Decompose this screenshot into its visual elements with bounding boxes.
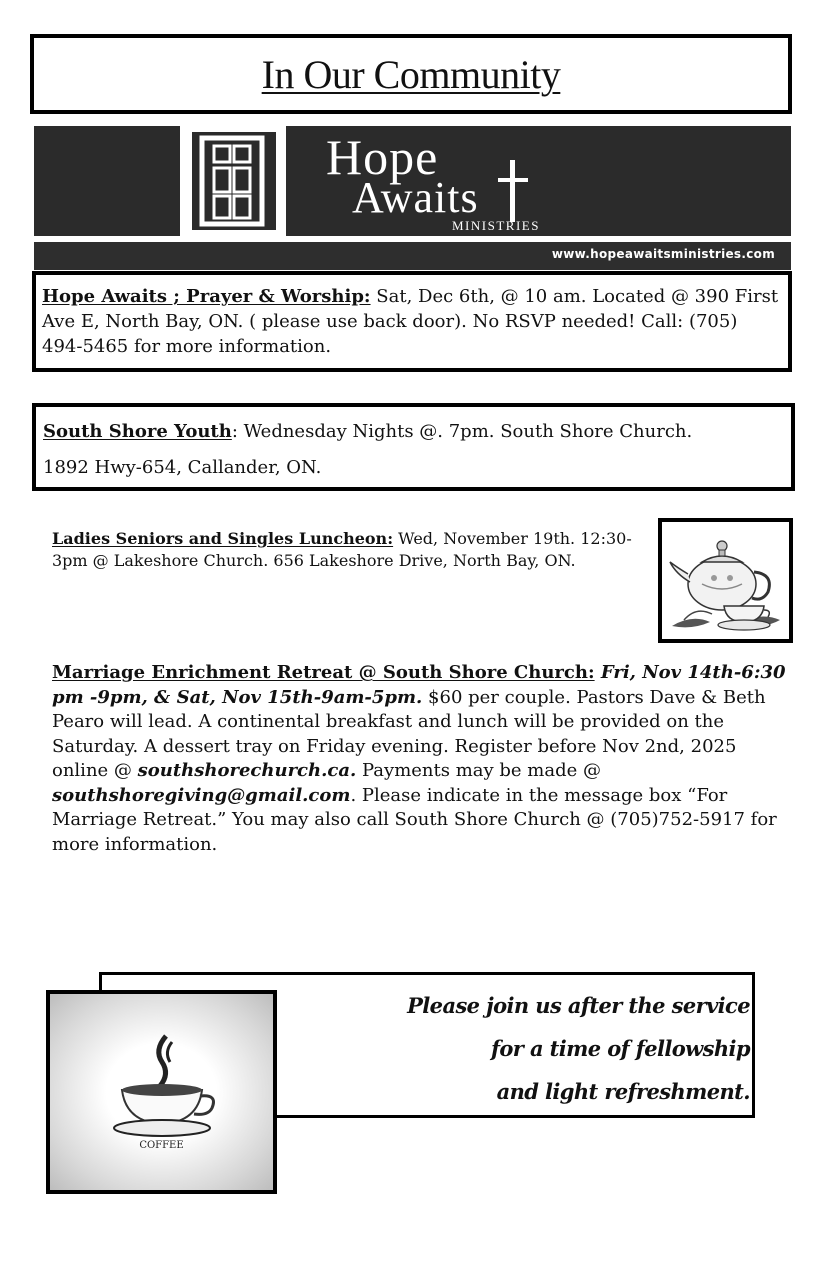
- fellowship-line: for a time of fellowship: [490, 1036, 750, 1061]
- event-heading: Marriage Enrichment Retreat @ South Shore Church:: [52, 662, 595, 683]
- banner-url-strip: [34, 242, 791, 270]
- event-body: Sat, Dec 6th, @ 10 am. Located @ 390 First Ave E, North Bay, ON. ( please use back door). No RSVP needed! Call: (705) 494-5465 for more information.: [42, 286, 779, 357]
- event-body: . Please indicate in the message box “For Marriage Retreat.” You may also call South Shore Church @ (705)752-5917 for more information.: [52, 784, 777, 855]
- event-ladies-luncheon: [52, 528, 642, 572]
- event-website-link[interactable]: southshorechurch.ca.: [137, 760, 357, 781]
- event-marriage-retreat: [52, 661, 797, 857]
- event-heading: Hope Awaits ; Prayer & Worship:: [42, 286, 371, 307]
- coffee-cup-icon: [50, 994, 273, 1190]
- fellowship-line: and light refreshment.: [496, 1079, 750, 1104]
- event-south-shore-youth: [32, 403, 795, 491]
- event-body: Wed, November 19th. 12:30-3pm @ Lakeshore Church. 656 Lakeshore Drive, North Bay, ON.: [52, 529, 632, 570]
- logo-awaits-text: Awaits: [352, 173, 479, 222]
- fellowship-message: [380, 984, 750, 1113]
- coffee-label: COFFEE: [139, 1140, 184, 1151]
- event-body: : Wednesday Nights @. 7pm. South Shore Church.: [231, 421, 693, 442]
- event-heading: South Shore Youth: [43, 421, 232, 442]
- event-address: 1892 Hwy-654, Callander, ON.: [43, 457, 322, 478]
- teapot-icon: [662, 522, 789, 639]
- cross-icon: [498, 160, 528, 222]
- page-title: In Our Community: [261, 51, 561, 97]
- door-icon: [192, 132, 276, 230]
- banner-url: www.hopeawaitsministries.com: [551, 247, 775, 261]
- teapot-image: [658, 518, 793, 643]
- event-body: Payments may be made @: [356, 760, 601, 781]
- event-hope-awaits: [32, 271, 792, 372]
- title-box: [30, 34, 792, 114]
- event-dates: Fri, Nov 14th-6:30 pm -9pm, & Sat, Nov 15th-9am-5pm.: [52, 662, 786, 708]
- logo-ministries-text: MINISTRIES: [452, 218, 540, 233]
- logo-hope-text: Hope: [326, 129, 439, 185]
- fellowship-line: Please join us after the service: [407, 993, 750, 1018]
- event-body: $60 per couple. Pastors Dave & Beth Pearo will lead. A continental breakfast and lunch will be provided on the Saturday. A dessert tray on Friday evening. Register before Nov 2nd, 2025 online @: [52, 686, 766, 781]
- hope-awaits-banner: [34, 126, 791, 270]
- coffee-image: [46, 990, 277, 1194]
- event-email-link[interactable]: southshoregiving@gmail.com: [52, 784, 351, 806]
- event-heading: Ladies Seniors and Singles Luncheon:: [52, 529, 394, 548]
